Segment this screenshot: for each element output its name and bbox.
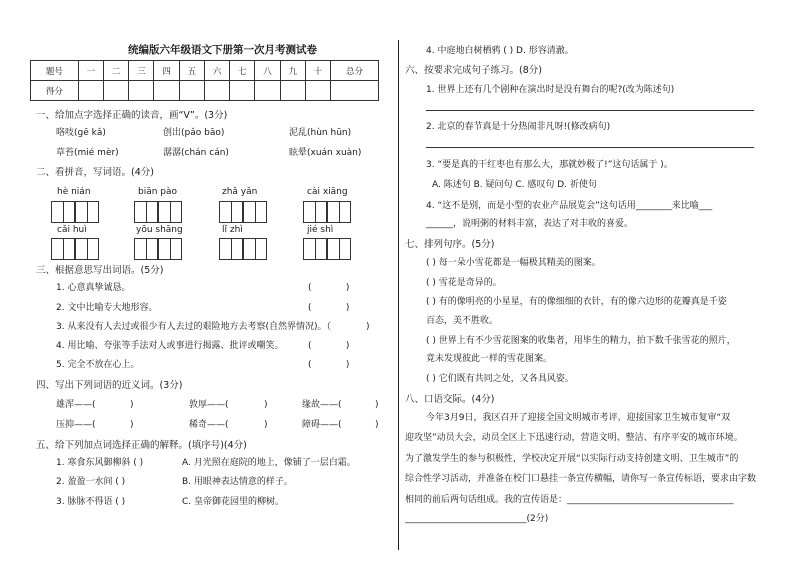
score-label-cell: 得分	[31, 81, 79, 101]
score-cell: 九	[280, 61, 305, 81]
column-divider	[398, 40, 399, 550]
section-7-heading: 七、排列句序。(5分)	[405, 239, 495, 250]
score-input-cell[interactable]	[129, 81, 154, 101]
writing-grid[interactable]	[134, 201, 158, 223]
writing-grid[interactable]	[327, 238, 351, 260]
score-input-cell[interactable]	[331, 81, 379, 101]
pinyin-label: jié shì	[307, 225, 334, 235]
section-1-heading: 一、给加点字选择正确的读音，画“V”。(3分)	[36, 110, 228, 121]
s5-question: 3. 脉脉不得语 ( )	[56, 497, 126, 507]
s6-question-3-options: A. 陈述句 B. 疑问句 C. 感叹句 D. 祈使句	[432, 180, 597, 190]
s1-item: 潺潺(chán cán)	[163, 148, 229, 158]
s6-question-2: 2. 北京的春节真是十分热闹非凡呀!(修改病句)	[426, 122, 611, 132]
answer-paren-close[interactable]: )	[366, 322, 370, 332]
score-input-cell[interactable]	[179, 81, 204, 101]
answer-paren-close[interactable]: )	[375, 420, 379, 430]
answer-paren-close[interactable]: )	[130, 420, 134, 430]
section-4-heading: 四、写出下列词语的近义词。(3分)	[36, 380, 183, 391]
score-table	[30, 60, 379, 101]
s4-item: 压抑——(	[56, 420, 96, 430]
writing-grid[interactable]	[75, 238, 99, 260]
s7-item-cont: 竟未发现彼此一样的雪花图案。	[426, 354, 553, 364]
answer-paren-close[interactable]: )	[375, 400, 379, 410]
s6-question-1: 1. 世界上还有几个剧种在演出时是没有舞台的呢?(改为陈述句)	[426, 85, 675, 95]
writing-grid[interactable]	[243, 201, 267, 223]
answer-line[interactable]	[426, 147, 754, 148]
score-cell: 二	[104, 61, 129, 81]
pinyin-label: lǐ zhì	[222, 225, 243, 235]
pinyin-label: biān pào	[138, 187, 178, 197]
s1-item: 泥乱(hùn hūn)	[289, 128, 352, 138]
s8-paragraph-line: 迎攻坚”动员大会，动员全区上下迅速行动，营造文明、整洁、有序平安的城市环境。	[405, 433, 743, 443]
answer-paren[interactable]: ( )	[308, 360, 350, 370]
score-input-cell[interactable]	[104, 81, 129, 101]
s7-item: ( ) 它们既有共同之处，又各具风姿。	[426, 374, 574, 384]
writing-grid[interactable]	[158, 201, 182, 223]
score-input-cell[interactable]	[78, 81, 103, 101]
score-table-header-row	[31, 61, 379, 81]
answer-paren-close[interactable]: )	[264, 420, 268, 430]
page-title: 统编版六年级语文下册第一次月考测试卷	[128, 44, 317, 56]
section-5-heading: 五、给下列加点词选择正确的解释。(填序号)(4分)	[36, 440, 247, 451]
writing-grid[interactable]	[158, 238, 182, 260]
s1-item: 咯吱(gē kǎ)	[56, 128, 106, 138]
s4-item: 障碍——(	[302, 420, 342, 430]
s4-item: 敦厚——(	[189, 400, 229, 410]
score-input-cell[interactable]	[154, 81, 179, 101]
section-8-heading: 八、口语交际。(4分)	[405, 394, 495, 405]
score-input-cell[interactable]	[305, 81, 330, 101]
s3-item: 5. 完全不放在心上。	[56, 360, 140, 370]
answer-paren[interactable]: ( )	[308, 303, 350, 313]
s5-answer-option: C. 皇帝御花园里的柳树。	[182, 497, 285, 507]
s8-paragraph-line: 相同的前后两句话组成。我的宣传语是：_____________________________________	[405, 495, 734, 505]
s4-item: 缘故——(	[302, 400, 342, 410]
section-3-heading: 三、根据意思写出词语。(5分)	[36, 265, 164, 276]
s4-item: 稀奇——(	[189, 420, 229, 430]
writing-grid[interactable]	[327, 201, 351, 223]
pinyin-label: yōu shāng	[136, 225, 183, 235]
s7-item-cont: 百态，美不胜收。	[426, 316, 499, 326]
s1-item: 眩晕(xuán xuàn)	[289, 148, 362, 158]
answer-paren-close[interactable]: )	[264, 400, 268, 410]
score-input-cell[interactable]	[280, 81, 305, 101]
writing-grid[interactable]	[134, 238, 158, 260]
s8-paragraph-line: 为了激发学生的参与积极性，学校决定开展“以实际行动支持创建文明、卫生城市”的	[405, 454, 739, 464]
score-cell: 五	[179, 61, 204, 81]
s5-answer-option: A. 月光照在庭院的地上，像铺了一层白霜。	[182, 458, 356, 468]
writing-grid[interactable]	[75, 201, 99, 223]
score-cell: 八	[255, 61, 280, 81]
answer-line[interactable]	[426, 110, 754, 111]
pinyin-label: hè nián	[57, 187, 91, 197]
s3-item: 2. 文中比喻专大地形容。	[56, 303, 158, 313]
s8-answer-line[interactable]: ___________________________(2分)	[405, 514, 549, 524]
s5-question: 1. 寒食东风御柳斜 ( )	[56, 458, 144, 468]
s8-paragraph-line: 综合性学习活动，并准备在校门口悬挂一条宣传横幅，请你写一条宣传标语，要求由字数	[405, 474, 757, 484]
score-cell: 题号	[31, 61, 79, 81]
score-cell: 三	[129, 61, 154, 81]
pinyin-label: zhǎ yǎn	[222, 187, 258, 197]
score-table-score-row	[31, 81, 379, 101]
s3-item: 1. 心意真挚诚恳。	[56, 283, 131, 293]
s5-item-4: 4. 中庭地白树栖鸦 ( ) D. 形容清澈。	[426, 46, 574, 56]
score-cell: 七	[230, 61, 255, 81]
s8-paragraph-line: 今年3月9日，我区召开了迎接全国文明城市考评、迎接国家卫生城市复审“双	[426, 413, 731, 423]
s1-item: 草苔(mié mèr)	[56, 148, 119, 158]
s6-question-3: 3. “要是真的干红枣也有那么大，那就妙极了!”这句话属于 )。	[426, 160, 673, 170]
answer-paren[interactable]: ( )	[308, 341, 350, 351]
score-input-cell[interactable]	[255, 81, 280, 101]
writing-grid[interactable]	[303, 201, 327, 223]
score-cell: 总分	[331, 61, 379, 81]
s6-question-4: 4. “这不是别，而是小型的农业产品展览会”这句话用________来比喻___	[426, 201, 713, 211]
score-cell: 四	[154, 61, 179, 81]
pinyin-label: cǎi huì	[57, 225, 87, 235]
s5-answer-option: B. 用眼神表达情意的样子。	[182, 477, 293, 487]
s3-item: 4. 用比喻、夸张等手法对人或事进行揭露、批评或嘲笑。	[56, 341, 284, 351]
answer-paren-close[interactable]: )	[130, 400, 134, 410]
section-6-heading: 六、按要求完成句子练习。(8分)	[405, 65, 542, 76]
s7-item: ( ) 雪花是奇异的。	[426, 278, 502, 288]
s5-question: 2. 盈盈一水间 ( )	[56, 477, 126, 487]
section-2-heading: 二、看拼音，写词语。(4分)	[36, 167, 154, 178]
s7-item: ( ) 世界上有不少雪花图案的收集者，用毕生的精力，拍下数千张雪花的照片，	[426, 336, 736, 346]
s7-item: ( ) 有的像明亮的小星星，有的像细细的衣针，有的像六边形的花瓣真是千姿	[426, 297, 727, 307]
score-input-cell[interactable]	[204, 81, 229, 101]
writing-grid[interactable]	[219, 238, 243, 260]
score-cell: 十	[305, 61, 330, 81]
s3-item: 3. 从来没有人去过或很少有人去过的艰险地方去考察(自然界情况)。（	[56, 322, 331, 332]
writing-grid[interactable]	[51, 201, 75, 223]
writing-grid[interactable]	[243, 238, 267, 260]
s1-item: 创出(pǎo bāo)	[163, 128, 225, 138]
pinyin-label: cài xiāng	[307, 187, 348, 197]
s7-item: ( ) 每一朵小雪花都是一幅极其精美的图案。	[426, 258, 601, 268]
writing-grid[interactable]	[51, 238, 75, 260]
writing-grid[interactable]	[219, 201, 243, 223]
answer-paren[interactable]: ( )	[308, 283, 350, 293]
s4-item: 雄浑——(	[56, 400, 96, 410]
score-input-cell[interactable]	[230, 81, 255, 101]
score-cell: 一	[78, 61, 103, 81]
s6-question-4-cont: ______，说明粥的材料丰富，表达了对丰收的喜爱。	[426, 219, 634, 229]
writing-grid[interactable]	[303, 238, 327, 260]
score-cell: 六	[204, 61, 229, 81]
